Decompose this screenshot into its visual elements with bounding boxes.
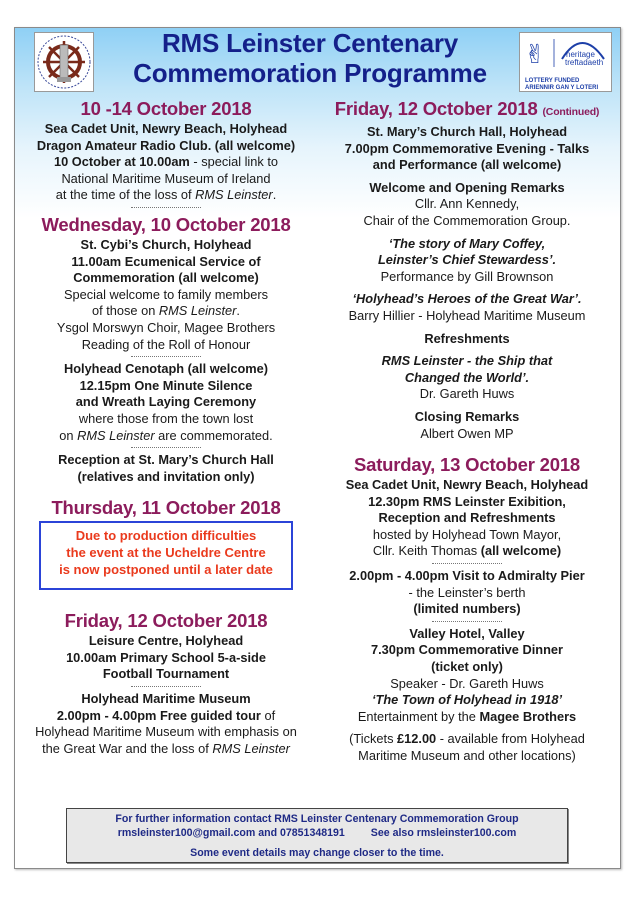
website-link[interactable]: See also rmsleinster100.com xyxy=(370,827,517,839)
ticket-info: Maritime Museum and other locations) xyxy=(358,748,576,763)
punctuation: . xyxy=(236,303,240,319)
title-line-1: RMS Leinster Centenary xyxy=(161,28,459,58)
program-item: Welcome and Opening Remarks xyxy=(369,179,565,195)
ship-name: RMS Leinster xyxy=(212,740,290,756)
program-item: Leinster’s Chief Stewardess’. xyxy=(377,252,557,268)
event-title: Reception and Refreshments xyxy=(378,510,556,526)
punctuation: . xyxy=(272,187,277,203)
continued-label: (Continued) xyxy=(542,106,600,118)
contact-footer xyxy=(66,808,568,863)
disclaimer-note: Some event details may change closer to the time. xyxy=(190,847,444,859)
program-item: Refreshments xyxy=(424,330,510,346)
day-heading: Saturday, 13 October 2018 xyxy=(353,454,580,476)
speaker: Performance by Gill Brownson xyxy=(380,268,554,284)
event-title: 12.15pm One Minute Silence xyxy=(79,377,253,393)
speaker: Dr. Gareth Huws xyxy=(419,386,515,402)
program-item: ‘Holyhead’s Heroes of the Great War’. xyxy=(352,291,582,307)
museum-logo xyxy=(34,32,94,92)
venue: St. Cybi’s Church, Holyhead xyxy=(80,236,252,252)
program-item: Closing Remarks xyxy=(414,408,520,424)
event-detail: - special link to xyxy=(189,154,279,170)
speaker: Albert Owen MP xyxy=(420,425,514,441)
event-title: 7.00pm Commemorative Evening - Talks xyxy=(344,140,590,156)
event-title: and Wreath Laying Ceremony xyxy=(75,394,257,410)
venue: Holyhead Maritime Museum xyxy=(81,691,251,707)
venue: Leisure Centre, Holyhead xyxy=(88,633,244,649)
event-detail: Holyhead Maritime Museum with emphasis on xyxy=(35,724,297,740)
ticket-info: (Tickets xyxy=(349,731,398,747)
speaker: Barry Hillier - Holyhead Maritime Museum xyxy=(348,307,586,323)
speaker-role: Chair of the Commemoration Group. xyxy=(363,212,571,228)
program-item: RMS Leinster - the Ship that xyxy=(381,353,553,369)
event-title: Dragon Amateur Radio Club. (all welcome) xyxy=(36,137,296,153)
contact-intro: For further information contact RMS Leinster Centenary Commemoration Group xyxy=(115,813,519,825)
day-heading-text: Friday, 12 October 2018 xyxy=(334,98,538,119)
event-detail: Ysgol Morswyn Choir, Magee Brothers xyxy=(56,319,276,335)
event-detail: - the Leinster’s berth xyxy=(408,584,526,600)
event-detail: hosted by Holyhead Town Mayor, xyxy=(372,526,562,542)
day-heading xyxy=(318,98,616,123)
separator xyxy=(18,683,314,691)
ticket-info: - available from Holyhead xyxy=(436,731,585,747)
event-title: Football Tournament xyxy=(102,666,230,682)
venue: St. Mary’s Church Hall, Holyhead xyxy=(366,124,568,139)
event-detail: the Great War and the loss of xyxy=(42,740,213,756)
event-detail: (relatives and invitation only) xyxy=(77,468,255,484)
ship-wheel-icon xyxy=(35,33,93,91)
event-detail: (all welcome) xyxy=(480,543,562,559)
event-detail: National Maritime Museum of Ireland xyxy=(61,170,271,186)
venue: Valley Hotel, Valley xyxy=(409,625,525,641)
event-detail: Reading of the Roll of Honour xyxy=(81,336,251,352)
speaker: Speaker - Dr. Gareth Huws xyxy=(390,675,544,691)
talk-title: ‘The Town of Holyhead in 1918’ xyxy=(371,692,563,708)
event-time: 10 October at 10.00am xyxy=(53,154,190,170)
event-detail: (limited numbers) xyxy=(413,601,521,617)
event-detail: Entertainment by the xyxy=(357,708,480,724)
postponement-notice xyxy=(39,521,293,590)
right-column xyxy=(318,96,616,765)
ticket-price: £12.00 xyxy=(397,731,437,747)
title-line-2: Commemoration Programme xyxy=(133,58,487,88)
left-column xyxy=(18,96,314,757)
notice-line: the event at the Ucheldre Centre xyxy=(66,545,266,561)
event-detail: Cllr. Keith Thomas xyxy=(372,543,481,559)
event-detail: at the time of the loss of xyxy=(55,187,196,203)
event-title: 2.00pm - 4.00pm Visit to Admiralty Pier xyxy=(349,568,585,584)
event-detail: of xyxy=(260,707,276,723)
heritage-lottery-logo xyxy=(519,32,612,92)
ship-name: RMS Leinster xyxy=(195,187,273,203)
notice-line: is now postponed until a later date xyxy=(59,562,273,578)
event-title: 10.00am Primary School 5-a-side xyxy=(66,649,266,665)
contact-email-phone[interactable]: rmsleinster100@gmail.com and 07851348191 xyxy=(117,827,345,839)
day-heading: Friday, 12 October 2018 xyxy=(64,610,268,632)
venue: Holyhead Cenotaph (all welcome) xyxy=(63,361,269,377)
separator xyxy=(318,618,616,626)
ship-name: RMS Leinster xyxy=(77,427,155,443)
program-item: Changed the World’. xyxy=(404,369,530,385)
event-detail: Special welcome to family members xyxy=(63,286,269,302)
event-detail: (ticket only) xyxy=(431,659,503,675)
event-detail: of those on xyxy=(92,303,159,319)
event-title: 11.00am Ecumenical Service of xyxy=(71,253,261,269)
event-detail: where those from the town lost xyxy=(78,410,254,426)
event-detail: on xyxy=(59,427,78,443)
day-heading: Wednesday, 10 October 2018 xyxy=(41,213,291,235)
event-title: Commemoration (all welcome) xyxy=(73,270,259,286)
separator xyxy=(18,353,314,361)
day-heading: Thursday, 11 October 2018 xyxy=(51,497,281,519)
notice-line: Due to production difficulties xyxy=(75,528,257,544)
separator xyxy=(18,444,314,452)
lottery-funded-welsh-text: ARIENNIR GAN Y LOTERI xyxy=(525,85,599,91)
separator xyxy=(18,204,314,212)
venue: Sea Cadet Unit, Newry Beach, Holyhead xyxy=(345,477,589,493)
event-title: and Performance (all welcome) xyxy=(372,157,562,173)
speaker: Cllr. Ann Kennedy, xyxy=(414,196,520,212)
svg-text:✌: ✌ xyxy=(524,40,546,70)
event-title: 2.00pm - 4.00pm Free guided tour xyxy=(56,707,261,723)
performer: Magee Brothers xyxy=(479,708,577,724)
svg-text:heritage: heritage xyxy=(566,50,595,59)
event-detail: are commemorated. xyxy=(154,427,273,443)
event-title: 7.30pm Commemorative Dinner xyxy=(370,642,564,658)
venue: Reception at St. Mary’s Church Hall xyxy=(58,452,274,468)
separator xyxy=(318,560,616,568)
day-heading: 10 -14 October 2018 xyxy=(80,98,252,119)
svg-text:treftadaeth: treftadaeth xyxy=(565,58,604,67)
lottery-funded-text: LOTTERY FUNDED xyxy=(525,78,580,84)
lottery-fingers-icon xyxy=(520,33,611,73)
event-title: 12.30pm RMS Leinster Exibition, xyxy=(368,493,566,509)
venue: Sea Cadet Unit, Newry Beach, Holyhead xyxy=(44,121,288,136)
program-item: ‘The story of Mary Coffey, xyxy=(388,235,546,251)
page-title xyxy=(100,28,520,88)
ship-name: RMS Leinster xyxy=(158,303,237,319)
